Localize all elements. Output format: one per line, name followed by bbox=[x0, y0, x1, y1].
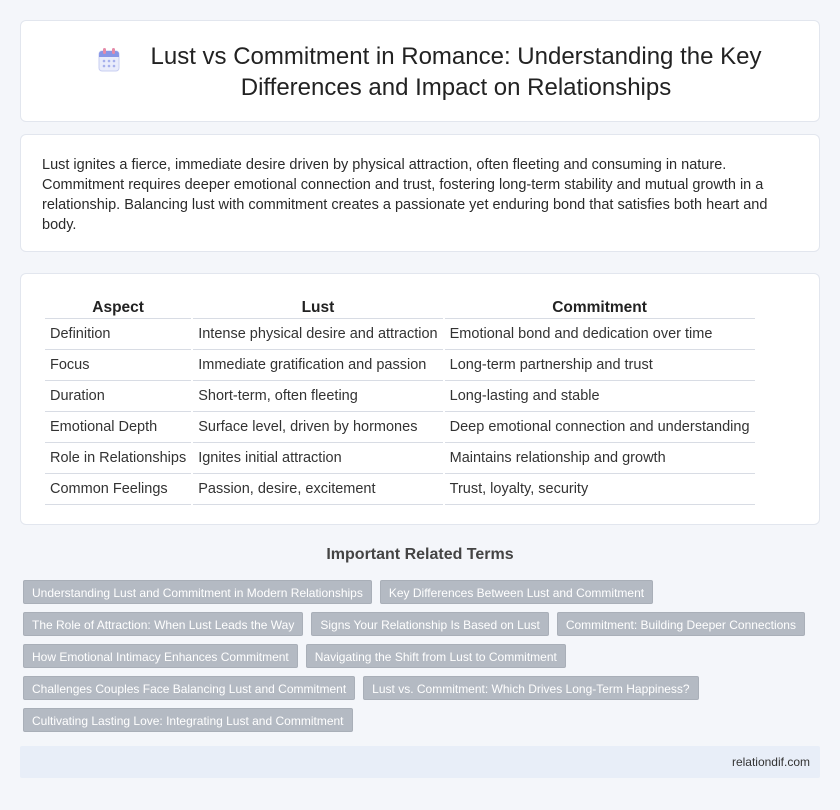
comparison-card bbox=[20, 273, 820, 525]
related-term-link[interactable]: Navigating the Shift from Lust to Commitment bbox=[306, 644, 566, 668]
table-cell: Short-term, often fleeting bbox=[193, 381, 442, 412]
related-term-link[interactable]: Signs Your Relationship Is Based on Lust bbox=[311, 612, 548, 636]
related-term-link[interactable]: Understanding Lust and Commitment in Modern Relationships bbox=[23, 580, 372, 604]
table-cell: Role in Relationships bbox=[45, 443, 191, 474]
table-cell: Intense physical desire and attraction bbox=[193, 319, 442, 350]
table-cell: Common Feelings bbox=[45, 474, 191, 505]
related-term-link[interactable]: Key Differences Between Lust and Commitment bbox=[380, 580, 653, 604]
table-cell: Deep emotional connection and understanding bbox=[445, 412, 755, 443]
table-row bbox=[45, 412, 755, 443]
footer bbox=[20, 746, 820, 778]
table-cell: Focus bbox=[45, 350, 191, 381]
table-cell: Long-term partnership and trust bbox=[445, 350, 755, 381]
page-title: Lust vs Commitment in Romance: Understanding the Key Differences and Impact on Relationships bbox=[150, 43, 762, 101]
site-credit-link[interactable]: relationdif.com bbox=[731, 755, 810, 769]
table-cell: Immediate gratification and passion bbox=[193, 350, 442, 381]
title-card bbox=[20, 20, 820, 122]
table-row bbox=[45, 319, 755, 350]
intro-paragraph: Lust ignites a fierce, immediate desire driven by physical attraction, often fleeting and consuming in nature. Commitment requires deeper emotional connection and trust, fostering long-term stability and mutual growth in a relationship. Balancing lust with commitment creates a passionate yet enduring bond that satisfies both heart and body. bbox=[42, 157, 768, 233]
table-cell: Emotional bond and dedication over time bbox=[445, 319, 755, 350]
table-cell: Emotional Depth bbox=[45, 412, 191, 443]
table-cell: Passion, desire, excitement bbox=[193, 474, 442, 505]
column-header-lust: Lust bbox=[193, 295, 442, 319]
intro-card bbox=[20, 134, 820, 252]
table-cell: Maintains relationship and growth bbox=[445, 443, 755, 474]
related-term-link[interactable]: The Role of Attraction: When Lust Leads the Way bbox=[23, 612, 303, 636]
table-cell: Surface level, driven by hormones bbox=[193, 412, 442, 443]
related-term-link[interactable]: How Emotional Intimacy Enhances Commitment bbox=[23, 644, 298, 668]
table-row bbox=[45, 381, 755, 412]
table-row bbox=[45, 350, 755, 381]
related-term-link[interactable]: Challenges Couples Face Balancing Lust and Commitment bbox=[23, 676, 355, 700]
related-term-link[interactable]: Lust vs. Commitment: Which Drives Long-Term Happiness? bbox=[363, 676, 698, 700]
related-term-link[interactable]: Cultivating Lasting Love: Integrating Lust and Commitment bbox=[23, 708, 353, 732]
related-term-link[interactable]: Commitment: Building Deeper Connections bbox=[557, 612, 805, 636]
comparison-table bbox=[43, 295, 757, 505]
table-header-row bbox=[45, 295, 755, 319]
table-cell: Trust, loyalty, security bbox=[445, 474, 755, 505]
table-row bbox=[45, 474, 755, 505]
table-cell: Duration bbox=[45, 381, 191, 412]
column-header-commitment: Commitment bbox=[445, 295, 755, 319]
table-cell: Ignites initial attraction bbox=[193, 443, 442, 474]
table-cell: Long-lasting and stable bbox=[445, 381, 755, 412]
table-cell: Definition bbox=[45, 319, 191, 350]
table-row bbox=[45, 443, 755, 474]
related-terms-list bbox=[23, 580, 803, 740]
column-header-aspect: Aspect bbox=[45, 295, 191, 319]
related-terms-heading: Important Related Terms bbox=[326, 546, 514, 563]
